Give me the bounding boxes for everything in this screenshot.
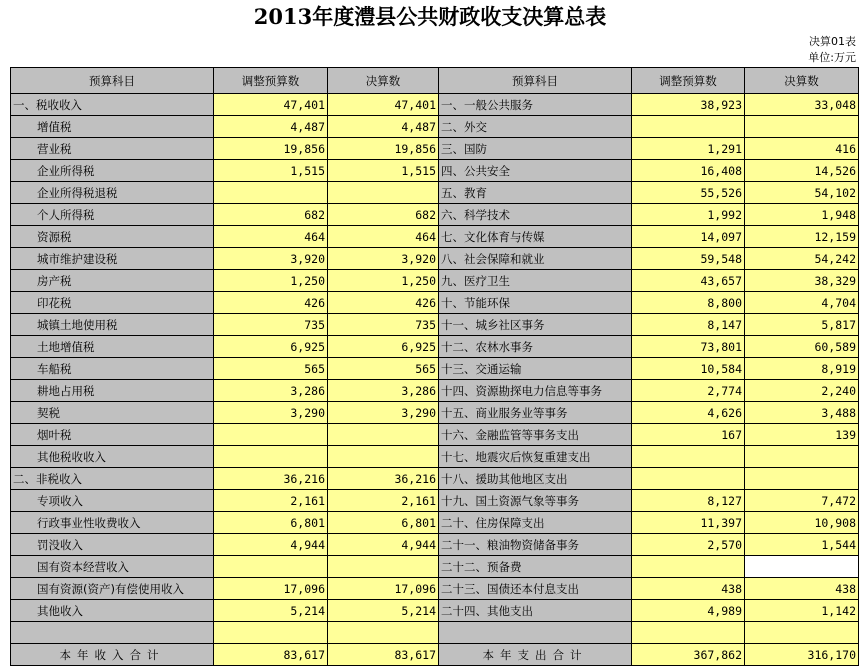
exp-final-cell — [745, 446, 859, 468]
rev-final-cell: 36,216 — [328, 468, 439, 490]
rev-item-cell: 城镇土地使用税 — [11, 314, 214, 336]
exp-item-cell: 十四、资源勘探电力信息等事务 — [439, 380, 632, 402]
rev-item-cell: 印花税 — [11, 292, 214, 314]
rev-item-cell: 罚没收入 — [11, 534, 214, 556]
rev-adj-cell: 5,214 — [214, 600, 328, 622]
header-exp-item: 预算科目 — [439, 68, 632, 94]
exp-adj-cell: 73,801 — [632, 336, 745, 358]
exp-final-cell: 1,142 — [745, 600, 859, 622]
table-row — [11, 468, 859, 490]
rev-final-cell: 47,401 — [328, 94, 439, 116]
exp-item-cell: 一、一般公共服务 — [439, 94, 632, 116]
table-row — [11, 160, 859, 182]
exp-adj-cell: 1,291 — [632, 138, 745, 160]
rev-item-cell: 城市维护建设税 — [11, 248, 214, 270]
header-rev-adj: 调整预算数 — [214, 68, 328, 94]
rev-adj-cell: 19,856 — [214, 138, 328, 160]
rev-final-cell: 17,096 — [328, 578, 439, 600]
exp-adj-cell: 1,992 — [632, 204, 745, 226]
exp-final-cell: 3,488 — [745, 402, 859, 424]
rev-final-cell — [328, 446, 439, 468]
rev-item-cell: 企业所得税 — [11, 160, 214, 182]
exp-adj-cell — [632, 468, 745, 490]
exp-adj-cell: 11,397 — [632, 512, 745, 534]
rev-item-cell: 耕地占用税 — [11, 380, 214, 402]
rev-item-cell: 契税 — [11, 402, 214, 424]
rev-final-cell: 565 — [328, 358, 439, 380]
exp-final-cell — [745, 116, 859, 138]
exp-adj-cell — [632, 116, 745, 138]
rev-item-cell: 资源税 — [11, 226, 214, 248]
exp-final-cell: 7,472 — [745, 490, 859, 512]
exp-adj-cell — [632, 446, 745, 468]
rev-adj-cell — [214, 446, 328, 468]
exp-adj-cell: 59,548 — [632, 248, 745, 270]
total-rev-label: 本年收入合计 — [11, 644, 214, 666]
header-exp-final: 决算数 — [745, 68, 859, 94]
exp-adj-cell: 38,923 — [632, 94, 745, 116]
exp-adj-cell: 2,774 — [632, 380, 745, 402]
exp-adj-cell: 14,097 — [632, 226, 745, 248]
exp-final-cell: 139 — [745, 424, 859, 446]
exp-adj-cell: 55,526 — [632, 182, 745, 204]
rev-final-cell: 3,290 — [328, 402, 439, 424]
exp-final-cell: 1,948 — [745, 204, 859, 226]
exp-final-cell: 12,159 — [745, 226, 859, 248]
exp-item-cell: 七、文化体育与传媒 — [439, 226, 632, 248]
exp-item-cell: 十一、城乡社区事务 — [439, 314, 632, 336]
exp-final-cell: 33,048 — [745, 94, 859, 116]
total-exp-label: 本年支出合计 — [439, 644, 632, 666]
rev-adj-cell — [214, 182, 328, 204]
header-rev-final: 决算数 — [328, 68, 439, 94]
exp-final-cell: 60,589 — [745, 336, 859, 358]
rev-adj-cell: 6,801 — [214, 512, 328, 534]
rev-item-cell: 二、非税收入 — [11, 468, 214, 490]
exp-final-cell: 54,102 — [745, 182, 859, 204]
rev-item-cell: 企业所得税退税 — [11, 182, 214, 204]
exp-item-cell: 十七、地震灾后恢复重建支出 — [439, 446, 632, 468]
exp-item-cell: 二十二、预备费 — [439, 556, 632, 578]
rev-adj-cell: 17,096 — [214, 578, 328, 600]
exp-final-cell: 8,919 — [745, 358, 859, 380]
table-row — [11, 600, 859, 622]
budget-table — [10, 67, 859, 666]
rev-adj-cell — [214, 424, 328, 446]
table-row — [11, 402, 859, 424]
rev-final-cell: 1,250 — [328, 270, 439, 292]
rev-final-cell: 19,856 — [328, 138, 439, 160]
table-row — [11, 358, 859, 380]
total-exp-final: 316,170 — [745, 644, 859, 666]
blank-cell — [11, 622, 214, 644]
exp-item-cell: 十三、交通运输 — [439, 358, 632, 380]
exp-item-cell: 九、医疗卫生 — [439, 270, 632, 292]
table-row — [11, 116, 859, 138]
rev-item-cell: 行政事业性收费收入 — [11, 512, 214, 534]
exp-final-cell: 14,526 — [745, 160, 859, 182]
exp-adj-cell: 8,127 — [632, 490, 745, 512]
exp-item-cell: 三、国防 — [439, 138, 632, 160]
rev-item-cell: 一、税收收入 — [11, 94, 214, 116]
rev-final-cell: 3,286 — [328, 380, 439, 402]
rev-adj-cell: 4,487 — [214, 116, 328, 138]
rev-item-cell: 国有资源(资产)有偿使用收入 — [11, 578, 214, 600]
rev-adj-cell: 1,250 — [214, 270, 328, 292]
exp-adj-cell: 8,147 — [632, 314, 745, 336]
rev-final-cell: 682 — [328, 204, 439, 226]
rev-final-cell: 3,920 — [328, 248, 439, 270]
rev-final-cell: 6,801 — [328, 512, 439, 534]
rev-adj-cell: 6,925 — [214, 336, 328, 358]
table-row — [11, 446, 859, 468]
total-exp-adj: 367,862 — [632, 644, 745, 666]
rev-item-cell: 车船税 — [11, 358, 214, 380]
rev-adj-cell: 4,944 — [214, 534, 328, 556]
exp-item-cell: 二十、住房保障支出 — [439, 512, 632, 534]
exp-final-cell: 38,329 — [745, 270, 859, 292]
exp-final-cell: 1,544 — [745, 534, 859, 556]
rev-adj-cell: 36,216 — [214, 468, 328, 490]
exp-final-cell: 4,704 — [745, 292, 859, 314]
exp-item-cell: 四、公共安全 — [439, 160, 632, 182]
table-row — [11, 94, 859, 116]
table-row — [11, 578, 859, 600]
exp-adj-cell: 167 — [632, 424, 745, 446]
header-exp-adj: 调整预算数 — [632, 68, 745, 94]
unit-label: 单位:万元 — [808, 51, 856, 64]
total-rev-adj: 83,617 — [214, 644, 328, 666]
rev-adj-cell: 3,290 — [214, 402, 328, 424]
table-row — [11, 380, 859, 402]
rev-final-cell: 2,161 — [328, 490, 439, 512]
table-row — [11, 490, 859, 512]
rev-final-cell: 464 — [328, 226, 439, 248]
table-row — [11, 512, 859, 534]
rev-final-cell: 4,944 — [328, 534, 439, 556]
rev-item-cell: 房产税 — [11, 270, 214, 292]
table-row — [11, 292, 859, 314]
rev-final-cell: 735 — [328, 314, 439, 336]
blank-cell — [439, 622, 632, 644]
exp-adj-cell: 10,584 — [632, 358, 745, 380]
rev-adj-cell: 3,920 — [214, 248, 328, 270]
exp-item-cell: 十五、商业服务业等事务 — [439, 402, 632, 424]
exp-final-cell: 54,242 — [745, 248, 859, 270]
blank-cell — [745, 622, 859, 644]
rev-item-cell: 专项收入 — [11, 490, 214, 512]
exp-adj-cell: 4,989 — [632, 600, 745, 622]
exp-item-cell: 八、社会保障和就业 — [439, 248, 632, 270]
rev-final-cell: 426 — [328, 292, 439, 314]
table-row — [11, 248, 859, 270]
exp-item-cell: 二十四、其他支出 — [439, 600, 632, 622]
blank-row — [11, 622, 859, 644]
total-rev-final: 83,617 — [328, 644, 439, 666]
exp-final-cell — [745, 556, 859, 578]
rev-adj-cell: 426 — [214, 292, 328, 314]
exp-item-cell: 十六、金融监管等事务支出 — [439, 424, 632, 446]
rev-final-cell — [328, 424, 439, 446]
rev-item-cell: 个人所得税 — [11, 204, 214, 226]
rev-item-cell: 其他税收收入 — [11, 446, 214, 468]
blank-cell — [632, 622, 745, 644]
exp-adj-cell — [632, 556, 745, 578]
table-row — [11, 556, 859, 578]
exp-item-cell: 五、教育 — [439, 182, 632, 204]
exp-final-cell: 416 — [745, 138, 859, 160]
rev-final-cell: 1,515 — [328, 160, 439, 182]
rev-adj-cell: 464 — [214, 226, 328, 248]
table-row — [11, 204, 859, 226]
rev-final-cell: 5,214 — [328, 600, 439, 622]
rev-adj-cell: 3,286 — [214, 380, 328, 402]
rev-adj-cell: 2,161 — [214, 490, 328, 512]
table-row — [11, 182, 859, 204]
rev-adj-cell: 1,515 — [214, 160, 328, 182]
exp-final-cell: 5,817 — [745, 314, 859, 336]
exp-item-cell: 二十三、国债还本付息支出 — [439, 578, 632, 600]
rev-adj-cell: 682 — [214, 204, 328, 226]
exp-adj-cell: 43,657 — [632, 270, 745, 292]
exp-item-cell: 六、科学技术 — [439, 204, 632, 226]
exp-adj-cell: 4,626 — [632, 402, 745, 424]
header-rev-item: 预算科目 — [11, 68, 214, 94]
table-row — [11, 314, 859, 336]
rev-item-cell: 烟叶税 — [11, 424, 214, 446]
rev-final-cell: 6,925 — [328, 336, 439, 358]
table-row — [11, 534, 859, 556]
exp-item-cell: 二十一、粮油物资储备事务 — [439, 534, 632, 556]
rev-adj-cell: 47,401 — [214, 94, 328, 116]
rev-final-cell — [328, 556, 439, 578]
exp-item-cell: 十九、国土资源气象等事务 — [439, 490, 632, 512]
table-row — [11, 226, 859, 248]
exp-adj-cell: 2,570 — [632, 534, 745, 556]
table-row — [11, 270, 859, 292]
blank-cell — [214, 622, 328, 644]
table-row — [11, 336, 859, 358]
page-title: 2013年度澧县公共财政收支决算总表 — [253, 4, 607, 29]
totals-row — [11, 644, 859, 666]
rev-final-cell — [328, 182, 439, 204]
rev-item-cell: 增值税 — [11, 116, 214, 138]
rev-item-cell: 其他收入 — [11, 600, 214, 622]
exp-item-cell: 十八、援助其他地区支出 — [439, 468, 632, 490]
exp-adj-cell: 438 — [632, 578, 745, 600]
exp-item-cell: 二、外交 — [439, 116, 632, 138]
blank-cell — [328, 622, 439, 644]
form-number: 决算01表 — [809, 35, 856, 48]
exp-final-cell: 10,908 — [745, 512, 859, 534]
rev-item-cell: 国有资本经营收入 — [11, 556, 214, 578]
exp-final-cell — [745, 468, 859, 490]
table-row — [11, 138, 859, 160]
exp-adj-cell: 8,800 — [632, 292, 745, 314]
exp-item-cell: 十、节能环保 — [439, 292, 632, 314]
exp-item-cell: 十二、农林水事务 — [439, 336, 632, 358]
rev-adj-cell: 735 — [214, 314, 328, 336]
rev-item-cell: 土地增值税 — [11, 336, 214, 358]
rev-adj-cell — [214, 556, 328, 578]
rev-final-cell: 4,487 — [328, 116, 439, 138]
exp-final-cell: 438 — [745, 578, 859, 600]
header-row — [11, 68, 859, 94]
exp-adj-cell: 16,408 — [632, 160, 745, 182]
rev-adj-cell: 565 — [214, 358, 328, 380]
exp-final-cell: 2,240 — [745, 380, 859, 402]
rev-item-cell: 营业税 — [11, 138, 214, 160]
table-row — [11, 424, 859, 446]
